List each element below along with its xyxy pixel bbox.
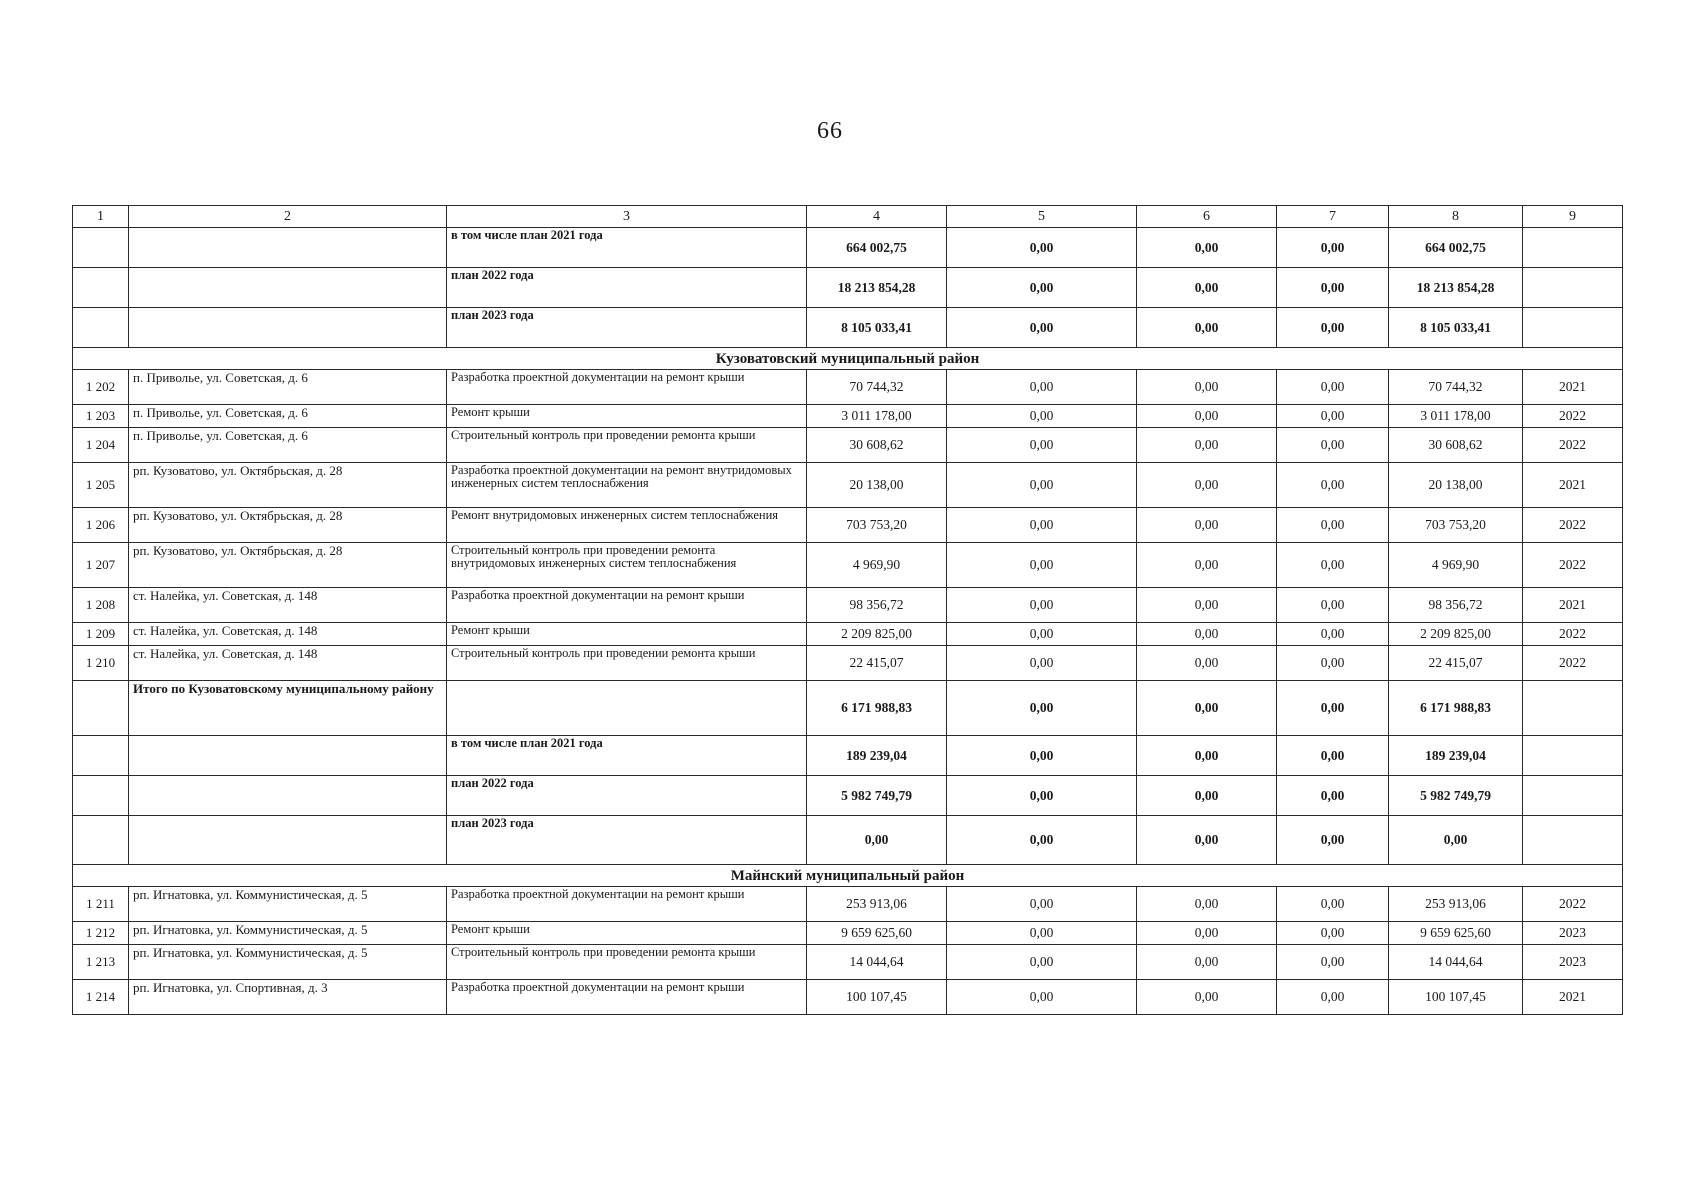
year-cell: 2021: [1523, 980, 1623, 1015]
amount-cell: 0,00: [1277, 945, 1389, 980]
table-row: [73, 980, 1623, 1015]
row-number-cell: 1 210: [73, 646, 129, 681]
amount-cell: 0,00: [1137, 405, 1277, 428]
amount-cell: 664 002,75: [807, 228, 947, 268]
address-cell: [129, 816, 447, 865]
address-cell: [129, 268, 447, 308]
amount-cell: 2 209 825,00: [807, 623, 947, 646]
amount-cell: 0,00: [947, 681, 1137, 736]
subtotal-row: [73, 228, 1623, 268]
year-cell: [1523, 308, 1623, 348]
work-cell: Строительный контроль при проведении ремонта внутридомовых инженерных систем теплоснабжения: [447, 543, 807, 588]
amount-cell: 0,00: [1277, 405, 1389, 428]
year-cell: 2022: [1523, 405, 1623, 428]
year-cell: 2021: [1523, 588, 1623, 623]
amount-cell: 30 608,62: [1389, 428, 1523, 463]
year-cell: 2022: [1523, 428, 1623, 463]
amount-cell: 0,00: [947, 543, 1137, 588]
year-cell: [1523, 228, 1623, 268]
amount-cell: 0,00: [947, 428, 1137, 463]
amount-cell: 0,00: [947, 370, 1137, 405]
subtotal-row: [73, 736, 1623, 776]
amount-cell: 0,00: [1137, 463, 1277, 508]
work-cell: Разработка проектной документации на ремонт крыши: [447, 588, 807, 623]
row-number-cell: 1 207: [73, 543, 129, 588]
amount-cell: 18 213 854,28: [807, 268, 947, 308]
amount-cell: 0,00: [947, 508, 1137, 543]
amount-cell: 6 171 988,83: [807, 681, 947, 736]
amount-cell: 0,00: [1277, 736, 1389, 776]
amount-cell: 70 744,32: [1389, 370, 1523, 405]
amount-cell: 0,00: [1137, 370, 1277, 405]
work-cell: Ремонт крыши: [447, 922, 807, 945]
amount-cell: 0,00: [947, 736, 1137, 776]
amount-cell: 14 044,64: [807, 945, 947, 980]
amount-cell: 0,00: [1277, 463, 1389, 508]
amount-cell: 189 239,04: [807, 736, 947, 776]
work-cell: Ремонт внутридомовых инженерных систем теплоснабжения: [447, 508, 807, 543]
year-cell: 2022: [1523, 543, 1623, 588]
work-cell: [447, 681, 807, 736]
amount-cell: 0,00: [1137, 922, 1277, 945]
amount-cell: 0,00: [1137, 736, 1277, 776]
year-cell: 2022: [1523, 887, 1623, 922]
row-number-cell: [73, 228, 129, 268]
summary-label: план 2022 года: [447, 268, 807, 308]
repair-program-table: [72, 205, 1623, 1015]
amount-cell: 0,00: [1137, 887, 1277, 922]
address-cell: рп. Игнатовка, ул. Коммунистическая, д. 5: [129, 922, 447, 945]
summary-label: план 2023 года: [447, 816, 807, 865]
amount-cell: 0,00: [1137, 980, 1277, 1015]
amount-cell: 0,00: [947, 463, 1137, 508]
summary-label: в том числе план 2021 года: [447, 228, 807, 268]
amount-cell: 0,00: [1277, 370, 1389, 405]
page-number: 66: [817, 118, 843, 144]
amount-cell: 0,00: [947, 887, 1137, 922]
column-header: 9: [1523, 206, 1623, 228]
amount-cell: 0,00: [1389, 816, 1523, 865]
amount-cell: 0,00: [947, 816, 1137, 865]
section-title: Майнский муниципальный район: [73, 865, 1623, 887]
amount-cell: 0,00: [1137, 588, 1277, 623]
row-number-cell: [73, 816, 129, 865]
address-cell: рп. Игнатовка, ул. Коммунистическая, д. 5: [129, 945, 447, 980]
row-number-cell: 1 208: [73, 588, 129, 623]
amount-cell: 4 969,90: [807, 543, 947, 588]
amount-cell: 22 415,07: [807, 646, 947, 681]
address-cell: ст. Налейка, ул. Советская, д. 148: [129, 623, 447, 646]
year-cell: 2021: [1523, 370, 1623, 405]
column-header: 8: [1389, 206, 1523, 228]
amount-cell: 0,00: [1137, 646, 1277, 681]
amount-cell: 0,00: [1277, 776, 1389, 816]
address-cell: [129, 308, 447, 348]
amount-cell: 98 356,72: [1389, 588, 1523, 623]
amount-cell: 0,00: [947, 268, 1137, 308]
column-header: 4: [807, 206, 947, 228]
amount-cell: 703 753,20: [1389, 508, 1523, 543]
amount-cell: 22 415,07: [1389, 646, 1523, 681]
amount-cell: 9 659 625,60: [1389, 922, 1523, 945]
amount-cell: 0,00: [1137, 268, 1277, 308]
amount-cell: 0,00: [1277, 508, 1389, 543]
amount-cell: 0,00: [947, 228, 1137, 268]
amount-cell: 0,00: [1137, 623, 1277, 646]
amount-cell: 0,00: [1137, 508, 1277, 543]
year-cell: 2023: [1523, 922, 1623, 945]
summary-label: в том числе план 2021 года: [447, 736, 807, 776]
table-row: [73, 370, 1623, 405]
amount-cell: 0,00: [1277, 623, 1389, 646]
amount-cell: 0,00: [1137, 228, 1277, 268]
work-cell: Ремонт крыши: [447, 405, 807, 428]
amount-cell: 3 011 178,00: [1389, 405, 1523, 428]
row-number-cell: 1 204: [73, 428, 129, 463]
table-row: [73, 463, 1623, 508]
address-cell: рп. Кузоватово, ул. Октябрьская, д. 28: [129, 508, 447, 543]
amount-cell: 0,00: [1277, 428, 1389, 463]
address-cell: рп. Кузоватово, ул. Октябрьская, д. 28: [129, 543, 447, 588]
subtotal-row: [73, 776, 1623, 816]
row-number-cell: [73, 268, 129, 308]
amount-cell: 664 002,75: [1389, 228, 1523, 268]
address-cell: [129, 228, 447, 268]
amount-cell: 0,00: [947, 776, 1137, 816]
year-cell: [1523, 736, 1623, 776]
summary-label: план 2023 года: [447, 308, 807, 348]
column-header: 2: [129, 206, 447, 228]
amount-cell: 5 982 749,79: [1389, 776, 1523, 816]
subtotal-row: [73, 268, 1623, 308]
amount-cell: 0,00: [1277, 887, 1389, 922]
column-header: 3: [447, 206, 807, 228]
row-number-cell: 1 202: [73, 370, 129, 405]
year-cell: 2022: [1523, 508, 1623, 543]
amount-cell: 5 982 749,79: [807, 776, 947, 816]
row-number-cell: 1 211: [73, 887, 129, 922]
section-header-row: [73, 348, 1623, 370]
address-cell: рп. Игнатовка, ул. Спортивная, д. 3: [129, 980, 447, 1015]
row-number-cell: [73, 681, 129, 736]
amount-cell: 0,00: [1137, 945, 1277, 980]
work-cell: Строительный контроль при проведении ремонта крыши: [447, 646, 807, 681]
amount-cell: 253 913,06: [807, 887, 947, 922]
row-number-cell: [73, 776, 129, 816]
column-header: 1: [73, 206, 129, 228]
table-row: [73, 428, 1623, 463]
amount-cell: 0,00: [947, 588, 1137, 623]
amount-cell: 0,00: [1137, 543, 1277, 588]
year-cell: 2023: [1523, 945, 1623, 980]
address-cell: п. Приволье, ул. Советская, д. 6: [129, 405, 447, 428]
year-cell: 2021: [1523, 463, 1623, 508]
amount-cell: 0,00: [947, 308, 1137, 348]
amount-cell: 0,00: [1277, 308, 1389, 348]
address-cell: п. Приволье, ул. Советская, д. 6: [129, 370, 447, 405]
amount-cell: 0,00: [1277, 681, 1389, 736]
amount-cell: 0,00: [1277, 588, 1389, 623]
amount-cell: 0,00: [1137, 428, 1277, 463]
amount-cell: 703 753,20: [807, 508, 947, 543]
amount-cell: 100 107,45: [1389, 980, 1523, 1015]
table-row: [73, 588, 1623, 623]
column-header: 7: [1277, 206, 1389, 228]
amount-cell: 0,00: [1277, 228, 1389, 268]
amount-cell: 253 913,06: [1389, 887, 1523, 922]
section-title: Кузоватовский муниципальный район: [73, 348, 1623, 370]
table-body: [73, 206, 1623, 1015]
column-header: 5: [947, 206, 1137, 228]
address-cell: рп. Игнатовка, ул. Коммунистическая, д. 5: [129, 887, 447, 922]
row-number-cell: [73, 736, 129, 776]
row-number-cell: [73, 308, 129, 348]
amount-cell: 2 209 825,00: [1389, 623, 1523, 646]
row-number-cell: 1 213: [73, 945, 129, 980]
amount-cell: 20 138,00: [807, 463, 947, 508]
address-cell: [129, 776, 447, 816]
amount-cell: 0,00: [807, 816, 947, 865]
amount-cell: 0,00: [947, 405, 1137, 428]
amount-cell: 9 659 625,60: [807, 922, 947, 945]
year-cell: [1523, 268, 1623, 308]
work-cell: Разработка проектной документации на ремонт внутридомовых инженерных систем теплоснабжения: [447, 463, 807, 508]
summary-label: план 2022 года: [447, 776, 807, 816]
table-row: [73, 405, 1623, 428]
amount-cell: 0,00: [947, 945, 1137, 980]
table-row: [73, 543, 1623, 588]
table-row: [73, 508, 1623, 543]
row-number-cell: 1 212: [73, 922, 129, 945]
section-header-row: [73, 865, 1623, 887]
amount-cell: 8 105 033,41: [807, 308, 947, 348]
work-cell: Ремонт крыши: [447, 623, 807, 646]
table-row: [73, 887, 1623, 922]
amount-cell: 0,00: [1137, 681, 1277, 736]
amount-cell: 14 044,64: [1389, 945, 1523, 980]
row-number-cell: 1 203: [73, 405, 129, 428]
amount-cell: 18 213 854,28: [1389, 268, 1523, 308]
amount-cell: 0,00: [1277, 980, 1389, 1015]
amount-cell: 0,00: [1277, 816, 1389, 865]
amount-cell: 4 969,90: [1389, 543, 1523, 588]
row-number-cell: 1 214: [73, 980, 129, 1015]
row-number-cell: 1 209: [73, 623, 129, 646]
subtotal-row: [73, 816, 1623, 865]
amount-cell: 0,00: [1137, 776, 1277, 816]
amount-cell: 0,00: [1277, 922, 1389, 945]
column-header: 6: [1137, 206, 1277, 228]
amount-cell: 0,00: [1137, 816, 1277, 865]
amount-cell: 100 107,45: [807, 980, 947, 1015]
address-cell: ст. Налейка, ул. Советская, д. 148: [129, 646, 447, 681]
subtotal-row: [73, 308, 1623, 348]
amount-cell: 70 744,32: [807, 370, 947, 405]
year-cell: [1523, 681, 1623, 736]
table-row: [73, 945, 1623, 980]
table-row: [73, 623, 1623, 646]
work-cell: Строительный контроль при проведении ремонта крыши: [447, 428, 807, 463]
amount-cell: 6 171 988,83: [1389, 681, 1523, 736]
amount-cell: 0,00: [1277, 268, 1389, 308]
year-cell: 2022: [1523, 646, 1623, 681]
row-number-cell: 1 206: [73, 508, 129, 543]
amount-cell: 98 356,72: [807, 588, 947, 623]
summary-label: Итого по Кузоватовскому муниципальному району: [129, 681, 447, 736]
amount-cell: 0,00: [1277, 543, 1389, 588]
amount-cell: 0,00: [947, 980, 1137, 1015]
address-cell: рп. Кузоватово, ул. Октябрьская, д. 28: [129, 463, 447, 508]
work-cell: Разработка проектной документации на ремонт крыши: [447, 887, 807, 922]
amount-cell: 3 011 178,00: [807, 405, 947, 428]
amount-cell: 30 608,62: [807, 428, 947, 463]
amount-cell: 0,00: [947, 623, 1137, 646]
year-cell: 2022: [1523, 623, 1623, 646]
work-cell: Разработка проектной документации на ремонт крыши: [447, 980, 807, 1015]
amount-cell: 8 105 033,41: [1389, 308, 1523, 348]
address-cell: ст. Налейка, ул. Советская, д. 148: [129, 588, 447, 623]
work-cell: Строительный контроль при проведении ремонта крыши: [447, 945, 807, 980]
column-number-header-row: [73, 206, 1623, 228]
address-cell: [129, 736, 447, 776]
amount-cell: 20 138,00: [1389, 463, 1523, 508]
work-cell: Разработка проектной документации на ремонт крыши: [447, 370, 807, 405]
year-cell: [1523, 816, 1623, 865]
amount-cell: 0,00: [947, 646, 1137, 681]
table-row: [73, 646, 1623, 681]
total-row: [73, 681, 1623, 736]
amount-cell: 0,00: [1277, 646, 1389, 681]
address-cell: п. Приволье, ул. Советская, д. 6: [129, 428, 447, 463]
amount-cell: 0,00: [1137, 308, 1277, 348]
amount-cell: 189 239,04: [1389, 736, 1523, 776]
amount-cell: 0,00: [947, 922, 1137, 945]
row-number-cell: 1 205: [73, 463, 129, 508]
table-row: [73, 922, 1623, 945]
year-cell: [1523, 776, 1623, 816]
